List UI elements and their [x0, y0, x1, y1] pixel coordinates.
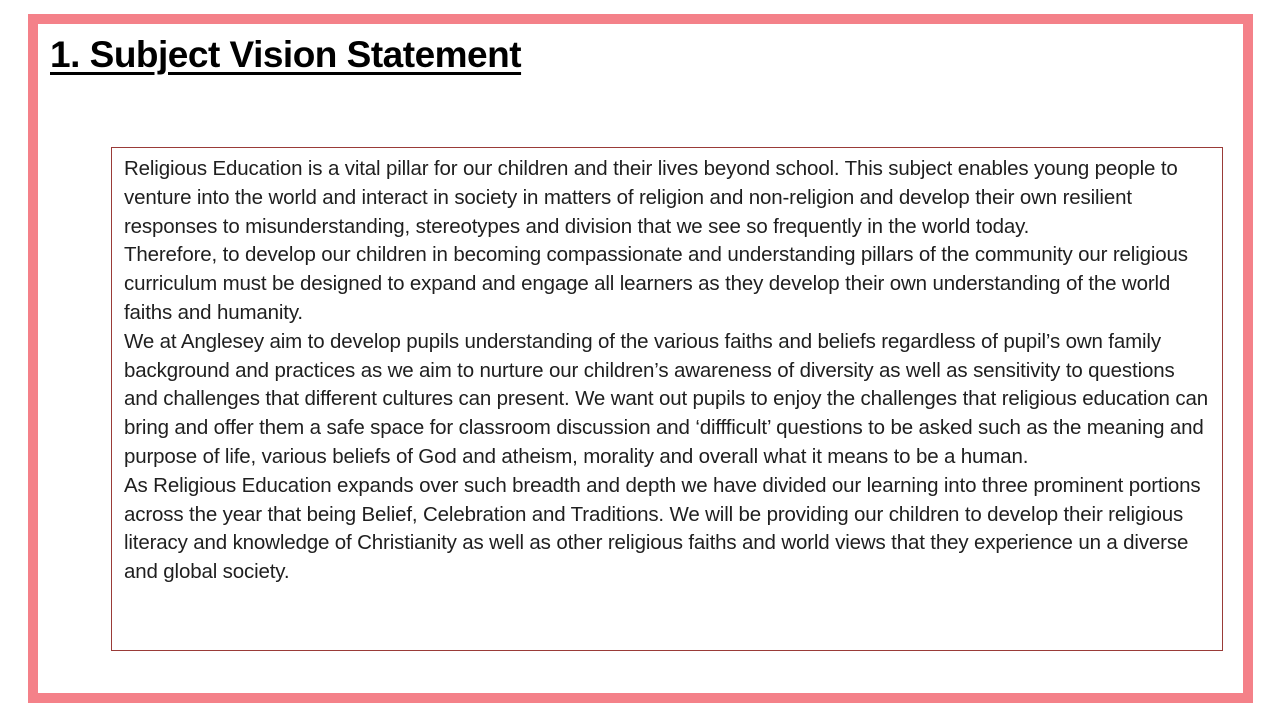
vision-paragraph: Religious Education is a vital pillar for our children and their lives beyond school. This subject enables young people to venture into the world and interact in society in matters of religion and non-religion and develop their own resilient responses to misunderstanding, stereotypes and division that we see so frequently in the world today.	[124, 157, 1178, 238]
vision-statement-box	[111, 147, 1223, 651]
vision-paragraph: As Religious Education expands over such breadth and depth we have divided our learning into three prominent portions across the year that being Belief, Celebration and Traditions. We will be providing our children to develop their religious literacy and knowledge of Christianity as well as other religious faiths and world views that they experience un a diverse and global society.	[124, 473, 1201, 584]
vision-paragraph: Therefore, to develop our children in becoming compassionate and understanding pillars of the community our religious curriculum must be designed to expand and engage all learners as they develop their own understanding of the world faiths and humanity.	[124, 243, 1188, 324]
vision-paragraph: We at Anglesey aim to develop pupils understanding of the various faiths and beliefs regardless of pupil’s own family background and practices as we aim to nurture our children’s awareness of diversity as well as sensitivity to questions and challenges that different cultures can present. We want out pupils to enjoy the challenges that religious education can bring and offer them a safe space for classroom discussion and ‘diffficult’ questions to be asked such as the meaning and purpose of life, various beliefs of God and atheism, morality and overall what it means to be a human.	[124, 329, 1208, 468]
slide-frame	[28, 14, 1253, 703]
page-title: 1. Subject Vision Statement	[50, 34, 522, 75]
